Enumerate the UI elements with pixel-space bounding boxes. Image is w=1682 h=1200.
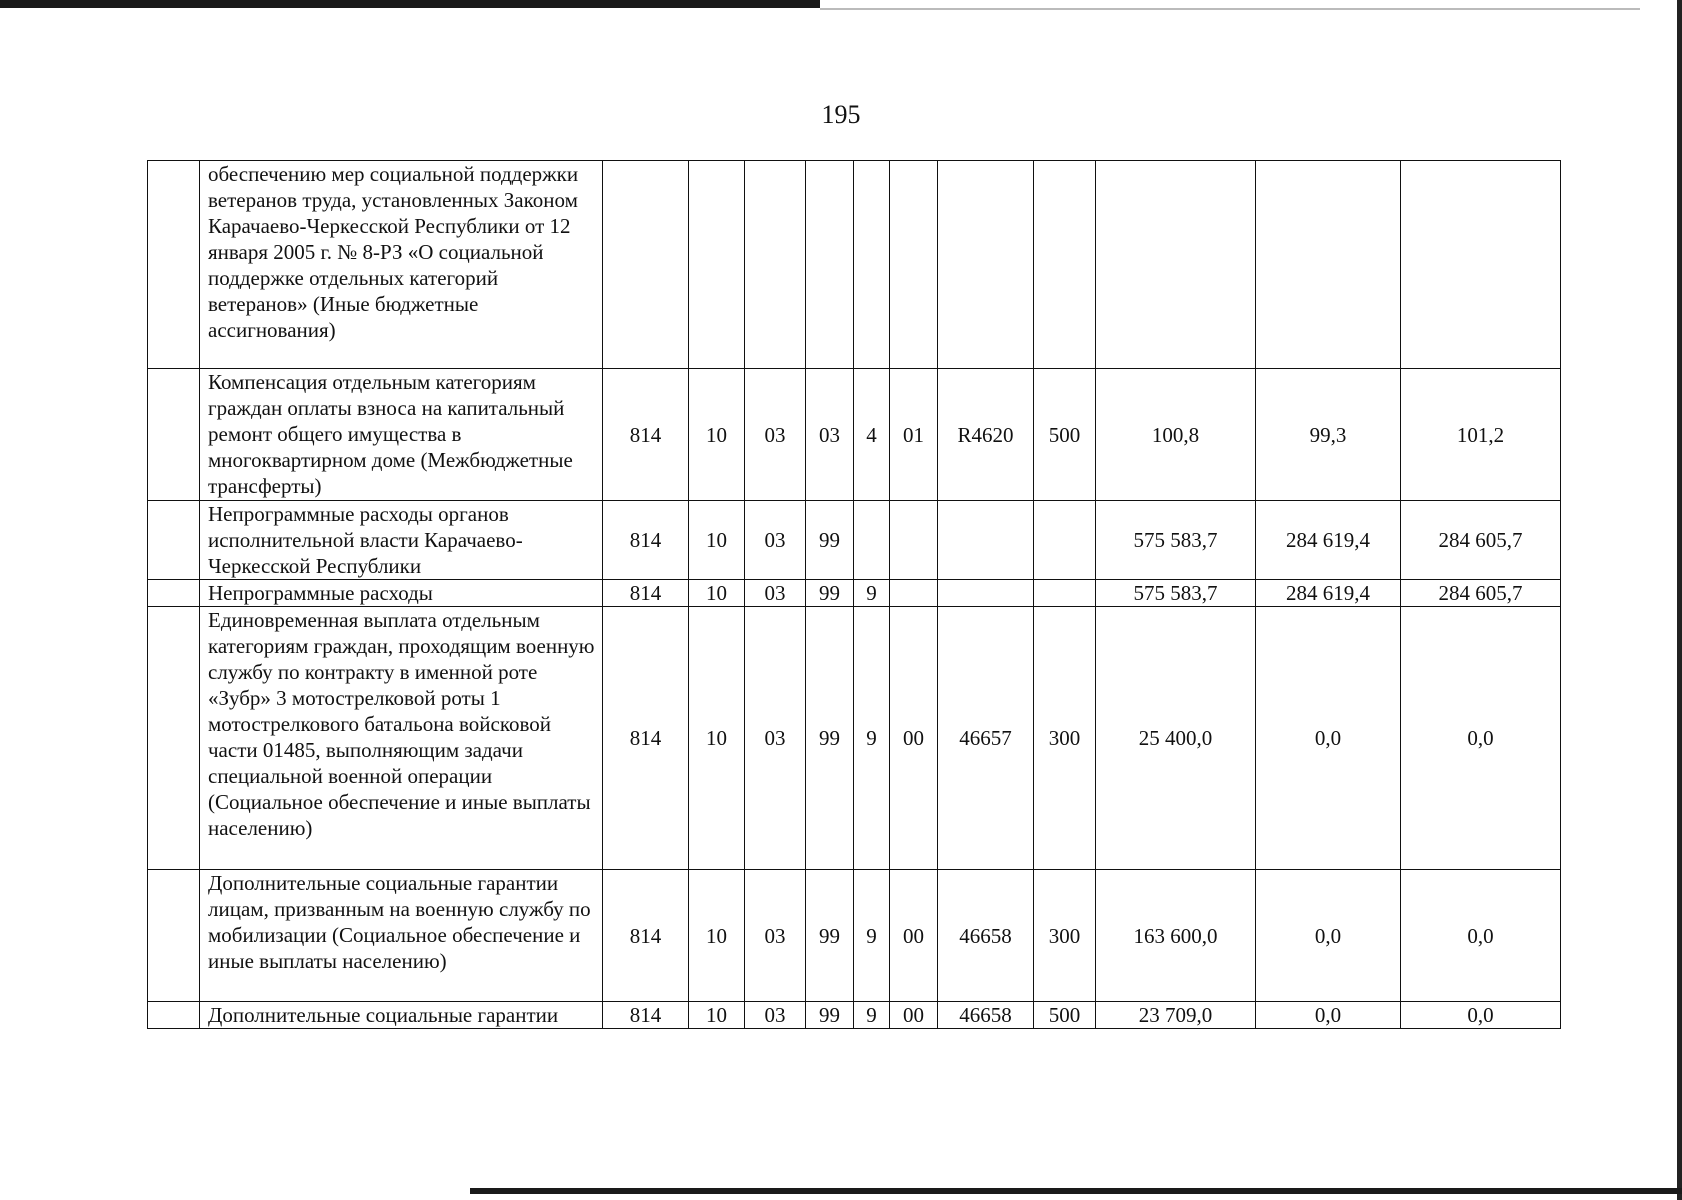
- scan-border-top-thin: [820, 8, 1640, 10]
- subprogram-cell: 9: [854, 607, 890, 870]
- subsection-cell: 03: [745, 1002, 806, 1029]
- program-cell: 03: [806, 369, 854, 501]
- section-cell: 10: [689, 1002, 745, 1029]
- sum-2023-cell: 575 583,7: [1096, 501, 1256, 580]
- subsection-cell: 03: [745, 369, 806, 501]
- ministry-code-cell: 814: [603, 607, 689, 870]
- page-number: 195: [821, 100, 861, 129]
- subsection-cell: 03: [745, 580, 806, 607]
- scan-border-bottom: [470, 1188, 1682, 1194]
- expense-type-cell: 500: [1034, 1002, 1096, 1029]
- sum-2024-cell: [1256, 161, 1401, 369]
- group-cell: 00: [890, 1002, 938, 1029]
- sum-2025-cell: 101,2: [1401, 369, 1561, 501]
- sum-2024-cell: 0,0: [1256, 870, 1401, 1002]
- scan-border-top: [0, 0, 820, 8]
- table-row: [148, 870, 1561, 1002]
- budget-table: [147, 160, 1561, 1029]
- section-cell: 10: [689, 369, 745, 501]
- table-row: [148, 607, 1561, 870]
- subprogram-cell: [854, 161, 890, 369]
- section-cell: [689, 161, 745, 369]
- table-row: [148, 369, 1561, 501]
- program-cell: 99: [806, 501, 854, 580]
- subprogram-cell: [854, 501, 890, 580]
- scan-border-right: [1677, 0, 1682, 1200]
- sum-2025-cell: [1401, 161, 1561, 369]
- description-cell: Единовременная выплата отдельным категориям граждан, проходящим военную службу по контракту в именной роте «Зубр» 3 мотострелковой роты 1 мотострелкового батальона войсковой части 01485, выполняющим задачи специальной военной операции (Социальное обеспечение и иные выплаты населению): [200, 607, 603, 870]
- subprogram-cell: 9: [854, 870, 890, 1002]
- program-cell: 99: [806, 870, 854, 1002]
- description-cell: Компенсация отдельным категориям граждан оплаты взноса на капитальный ремонт общего имущества в многоквартирном доме (Межбюджетные трансферты): [200, 369, 603, 501]
- subsection-cell: 03: [745, 501, 806, 580]
- group-cell: [890, 501, 938, 580]
- sum-2023-cell: 100,8: [1096, 369, 1256, 501]
- program-cell: 99: [806, 580, 854, 607]
- sum-2024-cell: 0,0: [1256, 607, 1401, 870]
- program-cell: [806, 161, 854, 369]
- sum-2023-cell: 163 600,0: [1096, 870, 1256, 1002]
- group-cell: 00: [890, 870, 938, 1002]
- description-cell: Непрограммные расходы: [200, 580, 603, 607]
- expense-type-cell: [1034, 580, 1096, 607]
- direction-cell: 46658: [938, 1002, 1034, 1029]
- program-cell: 99: [806, 607, 854, 870]
- row-index-cell: [148, 369, 200, 501]
- row-index-cell: [148, 607, 200, 870]
- row-index-cell: [148, 161, 200, 369]
- direction-cell: R4620: [938, 369, 1034, 501]
- group-cell: [890, 161, 938, 369]
- direction-cell: 46658: [938, 870, 1034, 1002]
- ministry-code-cell: 814: [603, 1002, 689, 1029]
- program-cell: 99: [806, 1002, 854, 1029]
- table-row: [148, 161, 1561, 369]
- description-cell: обеспечению мер социальной поддержки ветеранов труда, установленных Законом Карачаево-Черкесской Республики от 12 января 2005 г. № 8-РЗ «О социальной поддержке отдельных категорий ветеранов» (Иные бюджетные ассигнования): [200, 161, 603, 369]
- table-row: [148, 501, 1561, 580]
- sum-2025-cell: 0,0: [1401, 607, 1561, 870]
- subprogram-cell: 9: [854, 580, 890, 607]
- row-index-cell: [148, 1002, 200, 1029]
- sum-2023-cell: 575 583,7: [1096, 580, 1256, 607]
- section-cell: 10: [689, 580, 745, 607]
- section-cell: 10: [689, 607, 745, 870]
- sum-2024-cell: 284 619,4: [1256, 580, 1401, 607]
- sum-2023-cell: 23 709,0: [1096, 1002, 1256, 1029]
- section-cell: 10: [689, 501, 745, 580]
- expense-type-cell: 300: [1034, 870, 1096, 1002]
- row-index-cell: [148, 580, 200, 607]
- table-row: [148, 1002, 1561, 1029]
- direction-cell: [938, 580, 1034, 607]
- group-cell: 01: [890, 369, 938, 501]
- subsection-cell: 03: [745, 607, 806, 870]
- subsection-cell: 03: [745, 870, 806, 1002]
- table-row: [148, 580, 1561, 607]
- ministry-code-cell: 814: [603, 870, 689, 1002]
- expense-type-cell: [1034, 161, 1096, 369]
- subsection-cell: [745, 161, 806, 369]
- sum-2025-cell: 0,0: [1401, 1002, 1561, 1029]
- subprogram-cell: 4: [854, 369, 890, 501]
- sum-2025-cell: 0,0: [1401, 870, 1561, 1002]
- ministry-code-cell: 814: [603, 501, 689, 580]
- direction-cell: [938, 501, 1034, 580]
- direction-cell: 46657: [938, 607, 1034, 870]
- expense-type-cell: 500: [1034, 369, 1096, 501]
- section-cell: 10: [689, 870, 745, 1002]
- row-index-cell: [148, 870, 200, 1002]
- sum-2023-cell: [1096, 161, 1256, 369]
- group-cell: 00: [890, 607, 938, 870]
- ministry-code-cell: [603, 161, 689, 369]
- direction-cell: [938, 161, 1034, 369]
- expense-type-cell: [1034, 501, 1096, 580]
- expense-type-cell: 300: [1034, 607, 1096, 870]
- row-index-cell: [148, 501, 200, 580]
- ministry-code-cell: 814: [603, 580, 689, 607]
- sum-2023-cell: 25 400,0: [1096, 607, 1256, 870]
- description-cell: Дополнительные социальные гарантии лицам, призванным на военную службу по мобилизации (Социальное обеспечение и иные выплаты населению): [200, 870, 603, 1002]
- sum-2024-cell: 99,3: [1256, 369, 1401, 501]
- sum-2025-cell: 284 605,7: [1401, 501, 1561, 580]
- sum-2024-cell: 0,0: [1256, 1002, 1401, 1029]
- ministry-code-cell: 814: [603, 369, 689, 501]
- subprogram-cell: 9: [854, 1002, 890, 1029]
- sum-2024-cell: 284 619,4: [1256, 501, 1401, 580]
- description-cell: Дополнительные социальные гарантии: [200, 1002, 603, 1029]
- sum-2025-cell: 284 605,7: [1401, 580, 1561, 607]
- group-cell: [890, 580, 938, 607]
- description-cell: Непрограммные расходы органов исполнительной власти Карачаево-Черкесской Республики: [200, 501, 603, 580]
